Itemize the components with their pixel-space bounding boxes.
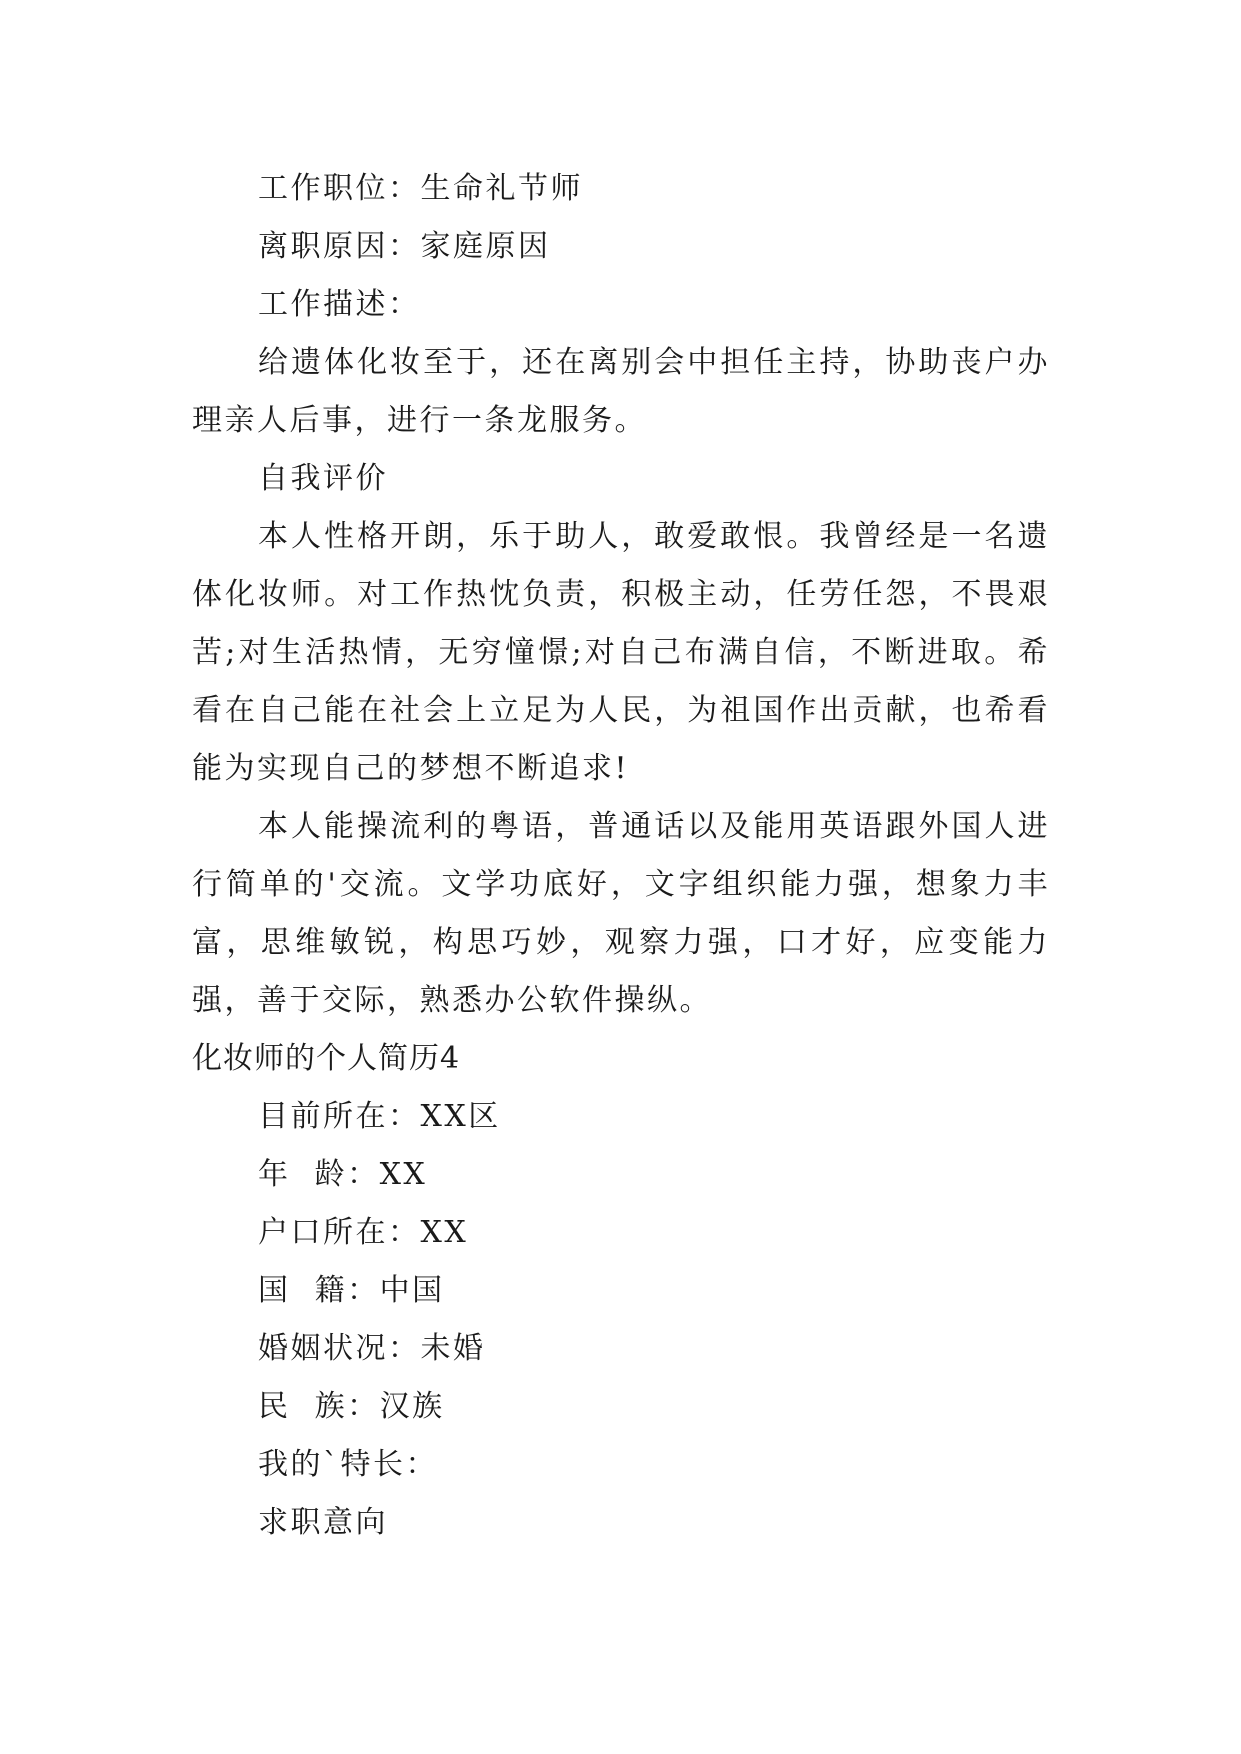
profile-nationality: 国 籍：中国 — [258, 1273, 445, 1308]
profile-specialties: 我的`特长： — [258, 1447, 438, 1482]
job-description-text: 给遗体化妆至于，还在离别会中担任主持，协助丧户办理亲人后事，进行一条龙服务。 — [192, 345, 1050, 438]
leaving-reason-line: 离职原因：家庭原因 — [258, 229, 551, 264]
section-heading: 化妆师的个人简历4 — [192, 1041, 461, 1076]
self-evaluation-paragraph-1: 本人性格开朗，乐于助人，敢爱敢恨。我曾经是一名遗体化妆师。对工作热忱负责，积极主动，任劳任怨，不畏艰苦;对生活热情，无穷憧憬;对自己布满自信，不断进取。希看在自己能在社会上立足为人民，为祖国作出贡献，也希看能为实现自己的梦想不断追求! — [192, 519, 1050, 786]
self-evaluation-label: 自我评价 — [258, 461, 388, 496]
document-body — [192, 160, 1050, 1552]
job-description-label: 工作描述： — [258, 287, 421, 322]
profile-age: 年 龄：XX — [258, 1157, 428, 1192]
profile-job-intention: 求职意向 — [258, 1505, 388, 1540]
profile-household-registration: 户口所在：XX — [258, 1215, 469, 1250]
self-evaluation-paragraph-2: 本人能操流利的粤语，普通话以及能用英语跟外国人进行简单的'交流。文学功底好，文字组织能力强，想象力丰富，思维敏锐，构思巧妙，观察力强，口才好，应变能力强，善于交际，熟悉办公软件操纵。 — [192, 809, 1050, 1018]
profile-marital-status: 婚姻状况：未婚 — [258, 1331, 486, 1366]
profile-ethnicity: 民 族：汉族 — [258, 1389, 445, 1424]
job-position-line: 工作职位：生命礼节师 — [258, 171, 583, 206]
profile-current-location: 目前所在：XX区 — [258, 1099, 501, 1134]
